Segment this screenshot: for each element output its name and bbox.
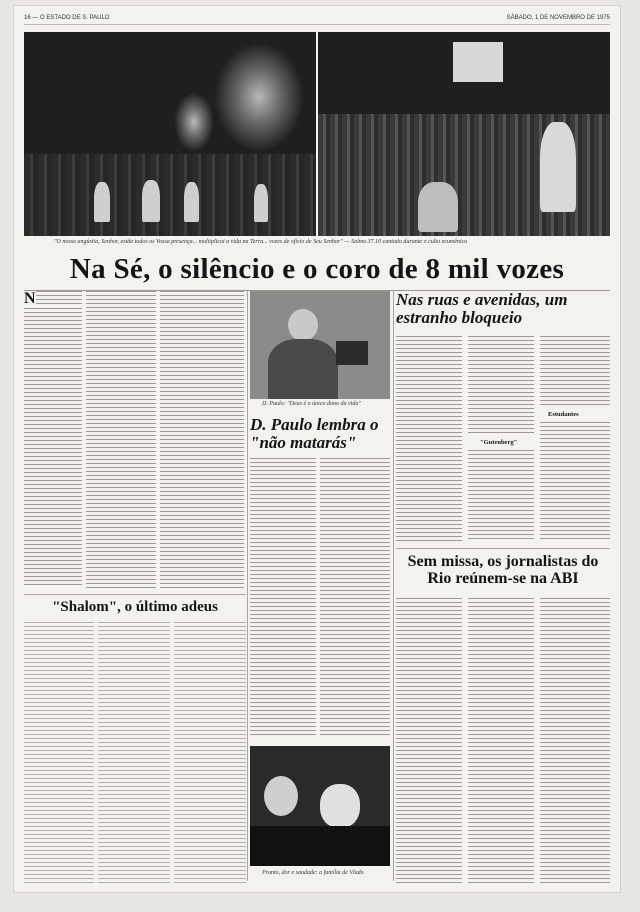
text-column bbox=[86, 291, 156, 588]
main-headline: Na Sé, o silêncio e o coro de 8 mil vozes bbox=[24, 253, 610, 291]
newspaper-page bbox=[14, 6, 620, 892]
photo-cathedral-altar bbox=[24, 32, 316, 236]
photo-funeral bbox=[250, 746, 390, 866]
masthead-left: 16 — O ESTADO DE S. PAULO bbox=[24, 15, 110, 21]
masthead bbox=[24, 12, 610, 25]
text-column bbox=[396, 598, 462, 884]
estudantes-subhead: Estudantes bbox=[548, 411, 579, 418]
paulo-caption: D. Paulo: "Deus é o único dono da vida" bbox=[262, 401, 361, 407]
masthead-right: SÁBADO, 1 DE NOVEMBRO DE 1975 bbox=[506, 15, 610, 21]
bloqueio-headline: Nas ruas e avenidas, um estranho bloqueio bbox=[396, 290, 568, 327]
text-column bbox=[24, 622, 94, 884]
drop-cap: N bbox=[24, 290, 36, 307]
gutenberg-subhead: "Gutenberg" bbox=[480, 439, 518, 446]
text-column bbox=[540, 598, 610, 884]
text-column bbox=[320, 458, 390, 738]
text-column bbox=[98, 622, 170, 884]
funeral-caption: Pranto, dor e saudade: a família de Vlado bbox=[262, 870, 364, 876]
text-column bbox=[250, 458, 316, 738]
text-column bbox=[468, 598, 534, 884]
text-column bbox=[174, 622, 246, 884]
text-column bbox=[24, 308, 82, 588]
text-column bbox=[468, 336, 534, 436]
top-photo-caption: "O nosso angústia, Senhor, estão todos os Vossa presença... multiplicai a vida na Terra... vozes de ofício de Seu Senhor" — Salmo 37.10 cantado durante o culto ecumênico bbox=[54, 239, 468, 245]
photo-cathedral-crowd bbox=[318, 32, 610, 236]
paulo-headline: D. Paulo lembra o "não matarás" bbox=[250, 415, 379, 452]
text-column bbox=[540, 336, 610, 408]
text-column bbox=[396, 336, 462, 542]
photo-dom-paulo bbox=[250, 291, 390, 399]
text-column bbox=[468, 450, 534, 542]
text-column bbox=[540, 422, 610, 542]
shalom-headline: "Shalom", o último adeus bbox=[52, 599, 218, 615]
text-column bbox=[160, 291, 244, 588]
text-column bbox=[36, 291, 82, 305]
missa-headline: Sem missa, os jornalistas do Rio reúnem-se na ABI bbox=[407, 553, 599, 587]
